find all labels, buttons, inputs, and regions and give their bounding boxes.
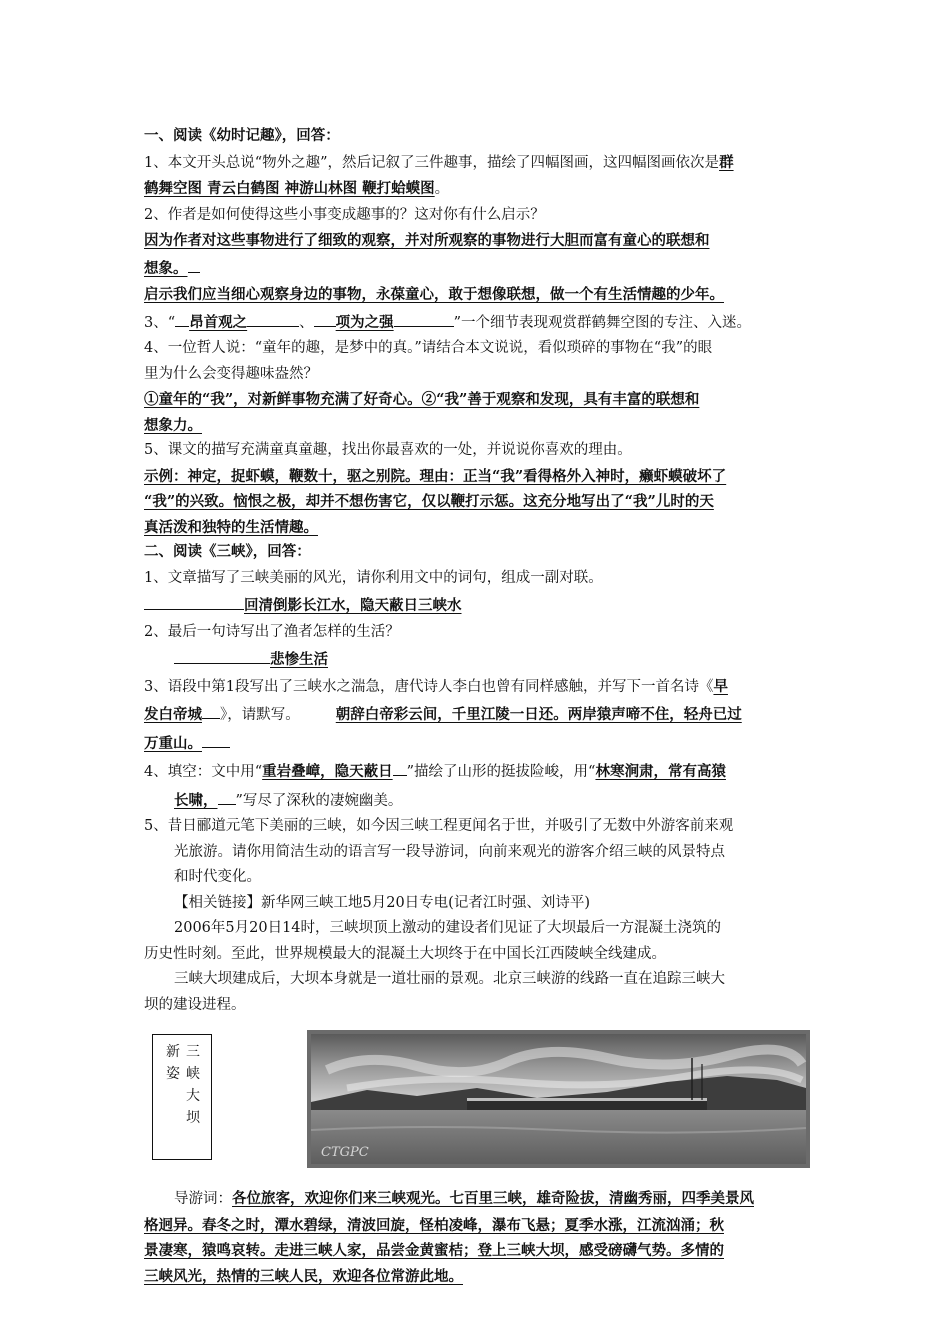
section2-heading: 二、阅读《三峡》，回答： [144,544,311,560]
s1-q3 [144,308,810,337]
s1-q1-answer-a: 群 [719,153,734,171]
guide-text-b: 格迥异。春冬之时，潭水碧绿，清波回旋，怪柏凌峰，瀑布飞悬；夏季水涨，江流汹涌；秋 [144,1216,724,1234]
s1-q5-answer-a: 示例：神定，捉虾蟆，鞭数十，驱之别院。理由：正当“我”看得格外入神时，癞虾蟆破坏了 [144,467,727,485]
s2-q4-answer-2b: 长啸， [174,791,218,809]
s1-q5-answer-b: “我”的兴致。恼恨之极，却并不想伤害它，仅以鞭打示惩。这充分地写出了“我”儿时的天 [144,493,714,510]
s1-q4-text-a: 4、一位哲人说：“童年的趣，是梦中的真。”请结合本文说说，看似琐碎的事物在“我”的眼 [144,340,713,356]
s2-q3 [144,674,810,701]
guide-line-a [144,1186,810,1213]
s1-q1-end: 。 [434,181,450,197]
s2-q2-text: 2、最后一句诗写出了渔者怎样的生活？ [144,623,400,640]
photo-watermark: CTGPC [321,1145,369,1160]
s1-q2-answer-1b: 想象。 [144,259,188,277]
s1-q5-answer-c: 真活泼和独特的生活情趣。 [144,518,318,536]
three-gorges-dam-photo [307,1030,810,1168]
s1-q3-answer-2: 项为之强 [335,313,394,331]
s2-q1-text: 1、文章描写了三峡美丽的风光，请你利用文中的词句，组成一副对联。 [144,569,603,586]
guide-text-a: 各位旅客，欢迎你们来三峡观光。七百里三峡，雄奇险拔，清幽秀丽，四季美景风 [232,1190,754,1207]
s1-q3-answer-1: 昂首观之 [189,313,248,331]
s1-q2-answer-1b-row [144,254,810,283]
s2-q4-answer-2a: 林寒涧肃，常有高猿 [595,763,726,780]
s2-q5-b: 光旅游。请你用简洁生动的语言写一段导游词，向前来观光的游客介绍三峡的风景特点 [174,843,725,860]
s1-q1-cont [144,176,810,203]
news-paragraph-1b: 历史性时刻。至此，世界规模最大的混凝土大坝终于在中国长江西陵峡全线建成。 [144,945,666,962]
s2-q4-answer-1: 重岩叠嶂，隐天蔽日 [262,763,393,780]
s2-q1-answer-row [144,591,810,620]
s2-q3-poem-b-row [144,729,810,758]
caption-column-1 [185,1041,201,1129]
s2-q3-title-a: 早 [713,677,728,695]
s2-q4-cont [144,786,810,815]
s1-q1-answer-b: 鹤舞空图 青云白鹤图 神游山林图 鞭打蛤蟆图 [144,180,435,197]
s2-q4-mid: ”描绘了山形的挺拔险峻，用“ [406,764,596,780]
guide-text-c: 景凄寒，猿鸣哀转。走进三峡人家，品尝金黄蜜桔；登上三峡大坝，感受磅礴气势。多情的 [144,1242,724,1259]
guide-text-d: 三峡风光，热情的三峡人民，欢迎各位常游此地。 [144,1267,463,1285]
s2-q4-post: ”写尽了深秋的凄婉幽美。 [235,792,403,809]
s1-q1 [144,150,810,177]
s2-q3-poem-b: 万重山。 [144,734,202,752]
news-paragraph-1a: 2006年5月20日14时，三峡坝顶上激动的建设者们见证了大坝最后一方混凝土浇筑的 [174,920,722,936]
s2-q2-answer-row [144,645,810,674]
s2-q1-answer: 回清倒影长江水，隐天蔽日三峡水 [244,597,462,614]
s2-q3-mid: 》，请默写。 [220,707,300,723]
s1-q2-text: 2、作者是如何使得这些小事变成趣事的？这对你有什么启示？ [144,206,545,223]
caption-col2-text: 新 姿 [166,1044,180,1082]
news-paragraph-2b: 坝的建设进程。 [144,996,246,1013]
caption-col1-text: 三 峡 大 坝 [186,1044,200,1126]
s1-q4-answer-b: 想象力。 [144,416,202,434]
photo-row [144,1030,810,1178]
s2-q2-answer: 悲惨生活 [270,651,328,668]
photo-caption-box [152,1034,212,1160]
document [144,124,810,1289]
related-link: 【相关链接】新华网三峡工地5月20日专电(记者江时强、刘诗平) [174,894,590,911]
s1-q3-sep: 、 [299,314,314,331]
s1-q4-text-b: 里为什么会变得趣味盎然？ [144,365,318,382]
s1-q5-text: 5、课文的描写充满童真童趣，找出你最喜欢的一处，并说说你喜欢的理由。 [144,442,632,458]
s1-q3-post: ”一个细节表现观赏群鹤舞空图的专注、入迷。 [453,314,752,331]
s2-q3-title-b: 发白帝城 [144,706,202,723]
s1-q2-answer-2: 启示我们应当细心观察身边的事物，永葆童心，敢于想像联想，做一个有生活情趣的少年。 [144,286,724,303]
s2-q4 [144,757,810,786]
s2-q3-poem-a: 朝辞白帝彩云间，千里江陵一日还。两岸猿声啼不住，轻舟已过 [335,706,742,723]
s2-q3-text: 3、语段中第1段写出了三峡水之湍急，唐代诗人李白也曾有同样感触，并写下一首名诗《 [144,678,714,695]
s1-q2-answer-1a: 因为作者对这些事物进行了细致的观察，并对所观察的事物进行大胆而富有童心的联想和 [144,232,710,249]
news-paragraph-2a: 三峡大坝建成后，大坝本身就是一道壮丽的景观。北京三峡游的线路一直在追踪三峡大 [174,971,725,987]
s1-q1-text: 1、本文开头总说“物外之趣”，然后记叙了三件趣事，描绘了四幅图画，这四幅图画依次是 [144,154,720,171]
s2-q5-c: 和时代变化。 [174,869,261,885]
section1-heading: 一、阅读《幼时记趣》，回答： [144,128,340,144]
caption-column-2 [165,1041,181,1085]
s1-q4-answer-a: ①童年的“我”，对新鲜事物充满了好奇心。②“我”善于观察和发现，具有丰富的联想和 [144,391,700,408]
s2-q4-pre: 4、填空：文中用“ [144,764,263,780]
s1-q3-pre: 3、“ [144,314,176,331]
guide-label: 导游词： [174,1191,232,1207]
s2-q3-cont [144,700,810,729]
s2-q5-a: 5、昔日郦道元笔下美丽的三峡，如今因三峡工程更闻名于世，并吸引了无数中外游客前来观 [144,818,734,834]
